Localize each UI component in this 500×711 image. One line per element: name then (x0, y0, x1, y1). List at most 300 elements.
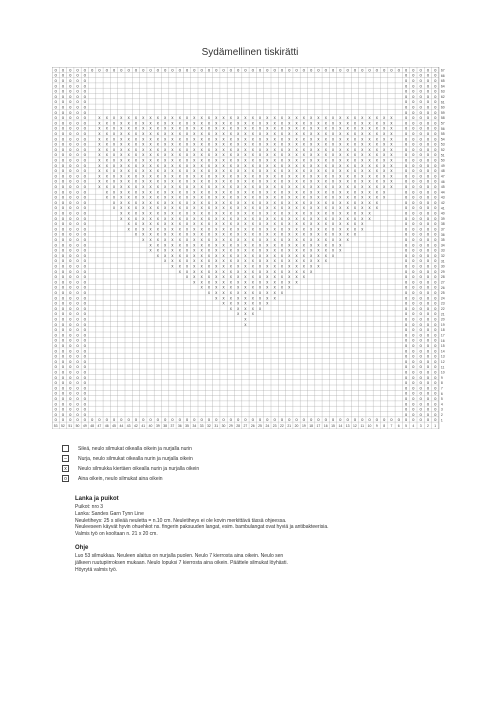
cell-garter: o (353, 67, 357, 73)
cell-garter: o (419, 364, 422, 370)
column-number: 28 (236, 424, 241, 429)
cell-twisted: x (346, 120, 349, 126)
cell-twisted: x (280, 157, 283, 163)
cell-twisted: x (259, 236, 262, 242)
row-number: 11 (440, 365, 445, 370)
cell-garter: o (69, 189, 72, 195)
cell-garter: o (76, 130, 79, 136)
cell-twisted: x (280, 210, 283, 216)
cell-garter: o (426, 274, 430, 280)
cell-twisted: x (266, 168, 269, 174)
cell-garter: o (434, 353, 437, 359)
cell-twisted: x (361, 221, 364, 227)
cell-twisted: x (156, 162, 159, 168)
cell-twisted: x (266, 120, 269, 126)
cell-twisted: x (273, 226, 276, 232)
cell-garter: o (61, 226, 65, 232)
cell-garter: o (54, 321, 57, 327)
cell-twisted: x (229, 205, 232, 211)
cell-garter: o (69, 279, 72, 285)
cell-garter: o (419, 93, 422, 99)
cell-garter: o (76, 178, 79, 184)
cell-garter: o (76, 337, 79, 343)
cell-twisted: x (113, 183, 116, 189)
cell-twisted: x (375, 130, 378, 136)
legend-item-purl (62, 454, 199, 463)
cell-garter: o (419, 162, 422, 168)
cell-twisted: x (332, 115, 335, 121)
cell-garter: o (339, 417, 342, 423)
cell-twisted: x (134, 146, 137, 152)
cell-twisted: x (178, 115, 181, 121)
cell-twisted: x (353, 141, 356, 147)
cell-twisted: x (375, 146, 378, 152)
column-number: 7 (390, 424, 393, 429)
cell-twisted: x (280, 146, 283, 152)
materials-line: Puikot: nro 3 (75, 504, 104, 510)
cell-garter: o (83, 417, 87, 423)
cell-garter: o (404, 236, 408, 242)
cell-twisted: x (339, 146, 342, 152)
cell-twisted: x (332, 215, 335, 221)
cell-garter: o (83, 99, 87, 105)
row-number: 18 (440, 328, 445, 333)
cell-twisted: x (302, 258, 305, 264)
cell-twisted: x (332, 152, 335, 158)
cell-twisted: x (229, 152, 232, 158)
legend-text: Nurja, neulo silmukat oikealla nurin ja nurjalla oikein (78, 455, 193, 462)
cell-twisted: x (288, 173, 291, 179)
cell-twisted: x (229, 300, 232, 306)
cell-twisted: x (222, 231, 225, 237)
row-number: 67 (440, 68, 445, 73)
cell-garter: o (69, 374, 72, 380)
cell-twisted: x (310, 162, 313, 168)
cell-garter: o (61, 136, 65, 142)
cell-twisted: x (383, 194, 386, 200)
cell-garter: o (412, 300, 415, 306)
cell-twisted: x (215, 221, 218, 227)
cell-twisted: x (164, 252, 167, 258)
cell-twisted: x (186, 125, 189, 131)
cell-twisted: x (127, 157, 130, 163)
cell-garter: o (404, 93, 408, 99)
cell-garter: o (83, 104, 87, 110)
cell-garter: o (412, 369, 415, 375)
legend-item-twisted (62, 464, 199, 473)
cell-twisted: x (368, 130, 371, 136)
cell-twisted: x (229, 284, 232, 290)
instructions-section (75, 545, 288, 573)
cell-twisted: x (361, 157, 364, 163)
cell-garter: o (419, 295, 422, 301)
cell-twisted: x (222, 162, 225, 168)
cell-twisted: x (266, 141, 269, 147)
cell-twisted: x (266, 300, 269, 306)
cell-garter: o (404, 199, 408, 205)
cell-twisted: x (244, 210, 247, 216)
cell-twisted: x (156, 242, 159, 248)
cell-twisted: x (302, 194, 305, 200)
cell-twisted: x (149, 226, 152, 232)
cell-twisted: x (142, 120, 145, 126)
cell-garter: o (229, 67, 233, 73)
materials-line: Neuletiheys: 25 s sileää neuletta = n.10 cm. Neuletiheys ei ole kovin merkittävä tässä ohjeessa. (75, 517, 287, 524)
cell-twisted: x (346, 205, 349, 211)
cell-garter: o (112, 67, 116, 73)
cell-twisted: x (390, 157, 393, 163)
cell-garter: o (83, 247, 87, 253)
cell-twisted: x (295, 205, 298, 211)
cell-twisted: x (324, 210, 327, 216)
cell-garter: o (419, 173, 422, 179)
row-number: 41 (440, 206, 445, 211)
cell-twisted: x (353, 178, 356, 184)
cell-garter: o (419, 125, 422, 131)
cell-twisted: x (332, 194, 335, 200)
cell-twisted: x (295, 152, 298, 158)
row-number: 58 (440, 116, 445, 121)
cell-twisted: x (353, 221, 356, 227)
cell-twisted: x (244, 279, 247, 285)
cell-garter: o (83, 67, 87, 73)
cell-garter: o (69, 364, 72, 370)
row-number: 38 (440, 222, 445, 227)
cell-garter: o (83, 353, 87, 359)
cell-twisted: x (200, 263, 203, 269)
cell-twisted: x (105, 178, 108, 184)
cell-garter: o (83, 194, 87, 200)
cell-twisted: x (317, 162, 320, 168)
cell-garter: o (331, 67, 335, 73)
cell-twisted: x (105, 141, 108, 147)
cell-garter: o (105, 67, 108, 73)
cell-twisted: x (280, 125, 283, 131)
cell-garter: o (69, 141, 72, 147)
cell-twisted: x (149, 115, 152, 121)
cell-twisted: x (339, 231, 342, 237)
cell-twisted: x (266, 125, 269, 131)
cell-garter: o (419, 88, 422, 94)
cell-garter: o (54, 268, 57, 274)
cell-twisted: x (244, 173, 247, 179)
cell-garter: o (404, 162, 408, 168)
cell-twisted: x (149, 210, 152, 216)
cell-twisted: x (164, 168, 167, 174)
cell-garter: o (61, 258, 65, 264)
cell-garter: o (426, 279, 430, 285)
cell-twisted: x (368, 210, 371, 216)
cell-twisted: x (346, 194, 349, 200)
cell-garter: o (61, 289, 65, 295)
cell-garter: o (69, 83, 72, 89)
cell-twisted: x (353, 157, 356, 163)
cell-twisted: x (222, 157, 225, 163)
cell-garter: o (76, 77, 79, 83)
cell-garter: o (69, 353, 72, 359)
cell-garter: o (419, 337, 422, 343)
row-number: 61 (440, 100, 445, 105)
cell-garter: o (61, 263, 65, 269)
cell-garter: o (404, 189, 408, 195)
cell-twisted: x (361, 183, 364, 189)
cell-twisted: x (302, 226, 305, 232)
cell-garter: o (412, 295, 415, 301)
cell-garter: o (404, 411, 408, 417)
cell-garter: o (258, 417, 262, 423)
cell-twisted: x (244, 125, 247, 131)
cell-garter: o (61, 242, 65, 248)
cell-twisted: x (113, 199, 116, 205)
cell-twisted: x (310, 268, 313, 274)
cell-garter: o (404, 311, 408, 317)
cell-twisted: x (222, 210, 225, 216)
cell-garter: o (54, 189, 57, 195)
cell-garter: o (404, 109, 408, 115)
column-number: 47 (97, 424, 102, 429)
cell-garter: o (404, 104, 408, 110)
cell-twisted: x (171, 183, 174, 189)
cell-garter: o (434, 168, 437, 174)
cell-twisted: x (229, 141, 232, 147)
column-number: 49 (82, 424, 87, 429)
cell-garter: o (76, 401, 79, 407)
cell-garter: o (426, 221, 430, 227)
cell-garter: o (426, 242, 430, 248)
cell-garter: o (426, 199, 430, 205)
cell-garter: o (404, 247, 408, 253)
cell-garter: o (419, 369, 422, 375)
cell-twisted: x (120, 199, 123, 205)
cell-garter: o (76, 411, 79, 417)
cell-garter: o (434, 374, 437, 380)
row-number: 20 (440, 317, 445, 322)
cell-twisted: x (171, 130, 174, 136)
cell-twisted: x (259, 268, 262, 274)
cell-twisted: x (251, 146, 254, 152)
cell-twisted: x (361, 130, 364, 136)
cell-garter: o (215, 67, 218, 73)
column-number: 25 (258, 424, 262, 429)
cell-garter: o (404, 168, 408, 174)
row-number: 17 (440, 333, 445, 338)
cell-twisted: x (113, 130, 116, 136)
cell-garter: o (426, 342, 430, 348)
cell-twisted: x (317, 226, 320, 232)
cell-twisted: x (200, 205, 203, 211)
cell-twisted: x (302, 183, 305, 189)
cell-twisted: x (164, 215, 167, 221)
cell-twisted: x (266, 173, 269, 179)
cell-garter: o (288, 67, 291, 73)
cell-garter: o (426, 284, 430, 290)
cell-twisted: x (178, 168, 181, 174)
cell-twisted: x (302, 157, 305, 163)
cell-twisted: x (273, 136, 276, 142)
cell-twisted: x (361, 136, 364, 142)
cell-twisted: x (273, 205, 276, 211)
cell-twisted: x (266, 289, 269, 295)
cell-garter: o (419, 390, 422, 396)
row-number: 30 (440, 264, 445, 269)
cell-twisted: x (156, 231, 159, 237)
cell-twisted: x (251, 152, 254, 158)
cell-garter: o (434, 390, 437, 396)
cell-twisted: x (134, 120, 137, 126)
cell-twisted: x (193, 210, 196, 216)
cell-twisted: x (229, 258, 232, 264)
cell-twisted: x (368, 215, 371, 221)
cell-garter: o (412, 342, 415, 348)
cell-garter: o (426, 130, 430, 136)
cell-garter: o (404, 295, 408, 301)
cell-twisted: x (280, 120, 283, 126)
cell-twisted: x (237, 268, 240, 274)
cell-garter: o (54, 337, 57, 343)
cell-garter: o (251, 417, 254, 423)
cell-garter: o (426, 364, 430, 370)
row-number: 65 (440, 79, 445, 84)
cell-twisted: x (288, 168, 291, 174)
cell-twisted: x (229, 157, 232, 163)
cell-twisted: x (361, 199, 364, 205)
cell-garter: o (419, 136, 422, 142)
cell-twisted: x (105, 136, 108, 142)
cell-twisted: x (288, 268, 291, 274)
cell-twisted: x (193, 242, 196, 248)
cell-garter: o (412, 231, 415, 237)
cell-garter: o (76, 247, 79, 253)
cell-garter: o (404, 353, 408, 359)
cell-twisted: x (229, 263, 232, 269)
cell-twisted: x (251, 279, 254, 285)
cell-garter: o (76, 385, 79, 391)
cell-garter: o (83, 300, 87, 306)
cell-garter: o (412, 337, 415, 343)
cell-twisted: x (324, 236, 327, 242)
cell-twisted: x (134, 173, 137, 179)
cell-garter: o (76, 300, 79, 306)
cell-twisted: x (215, 146, 218, 152)
cell-garter: o (434, 327, 437, 333)
cell-twisted: x (339, 141, 342, 147)
cell-garter: o (54, 316, 57, 322)
cell-garter: o (69, 332, 72, 338)
cell-garter: o (412, 83, 415, 89)
cell-garter: o (69, 236, 72, 242)
cell-garter: o (69, 120, 72, 126)
cell-twisted: x (134, 226, 137, 232)
cell-twisted: x (383, 125, 386, 131)
cell-garter: o (83, 364, 87, 370)
cell-garter: o (149, 67, 152, 73)
cell-garter: o (412, 221, 415, 227)
cell-twisted: x (295, 136, 298, 142)
cell-twisted: x (361, 173, 364, 179)
cell-twisted: x (266, 268, 269, 274)
cell-garter: o (434, 221, 437, 227)
cell-twisted: x (295, 236, 298, 242)
cell-garter: o (426, 332, 430, 338)
cell-twisted: x (113, 178, 116, 184)
cell-twisted: x (273, 120, 276, 126)
cell-twisted: x (200, 157, 203, 163)
cell-garter: o (434, 337, 437, 343)
cell-twisted: x (178, 183, 181, 189)
instructions-line: Luo 53 silmukkaa. Neuleen alaitus on nurjalla puolen. Neulo 7 kierrosta aina oikein. Neulo sen (75, 553, 284, 559)
cell-twisted: x (171, 136, 174, 142)
column-number: 4 (412, 424, 415, 429)
cell-twisted: x (375, 141, 378, 147)
cell-garter: o (61, 189, 65, 195)
cell-twisted: x (229, 279, 232, 285)
cell-garter: o (76, 226, 79, 232)
cell-twisted: x (156, 152, 159, 158)
cell-garter: o (426, 406, 430, 412)
cell-twisted: x (317, 152, 320, 158)
cell-twisted: x (368, 199, 371, 205)
cell-twisted: x (266, 146, 269, 152)
cell-twisted: x (164, 157, 167, 163)
cell-garter: o (61, 268, 65, 274)
cell-garter: o (434, 88, 437, 94)
cell-garter: o (397, 417, 400, 423)
cell-garter: o (412, 353, 415, 359)
cell-twisted: x (186, 226, 189, 232)
cell-twisted: x (237, 115, 240, 121)
cell-garter: o (434, 252, 437, 258)
cell-twisted: x (193, 162, 196, 168)
cell-twisted: x (339, 189, 342, 195)
cell-garter: o (61, 183, 65, 189)
cell-garter: o (361, 67, 364, 73)
cell-garter: o (346, 67, 349, 73)
cell-garter: o (76, 88, 79, 94)
cell-twisted: x (156, 157, 159, 163)
cell-twisted: x (383, 120, 386, 126)
cell-twisted: x (280, 268, 283, 274)
cell-twisted: x (332, 226, 335, 232)
column-number: 48 (90, 424, 95, 429)
cell-twisted: x (164, 226, 167, 232)
cell-garter: o (98, 417, 101, 423)
cell-garter: o (127, 417, 130, 423)
cell-garter: o (76, 231, 79, 237)
cell-garter: o (426, 88, 430, 94)
cell-garter: o (419, 109, 422, 115)
cell-twisted: x (346, 199, 349, 205)
cell-twisted: x (259, 194, 262, 200)
cell-twisted: x (310, 173, 313, 179)
cell-twisted: x (171, 120, 174, 126)
cell-garter: o (83, 369, 87, 375)
cell-twisted: x (310, 210, 313, 216)
cell-garter: o (404, 178, 408, 184)
column-number: 27 (243, 424, 248, 429)
cell-twisted: x (273, 231, 276, 237)
legend-item-stockinette (62, 444, 199, 453)
cell-twisted: x (280, 226, 283, 232)
cell-garter: o (61, 385, 65, 391)
cell-garter: o (76, 380, 79, 386)
row-number: 13 (440, 354, 445, 359)
cell-twisted: x (361, 115, 364, 121)
cell-garter: o (412, 305, 415, 311)
cell-twisted: x (113, 189, 116, 195)
cell-twisted: x (244, 178, 247, 184)
cell-garter: o (426, 385, 430, 391)
cell-twisted: x (207, 125, 210, 131)
